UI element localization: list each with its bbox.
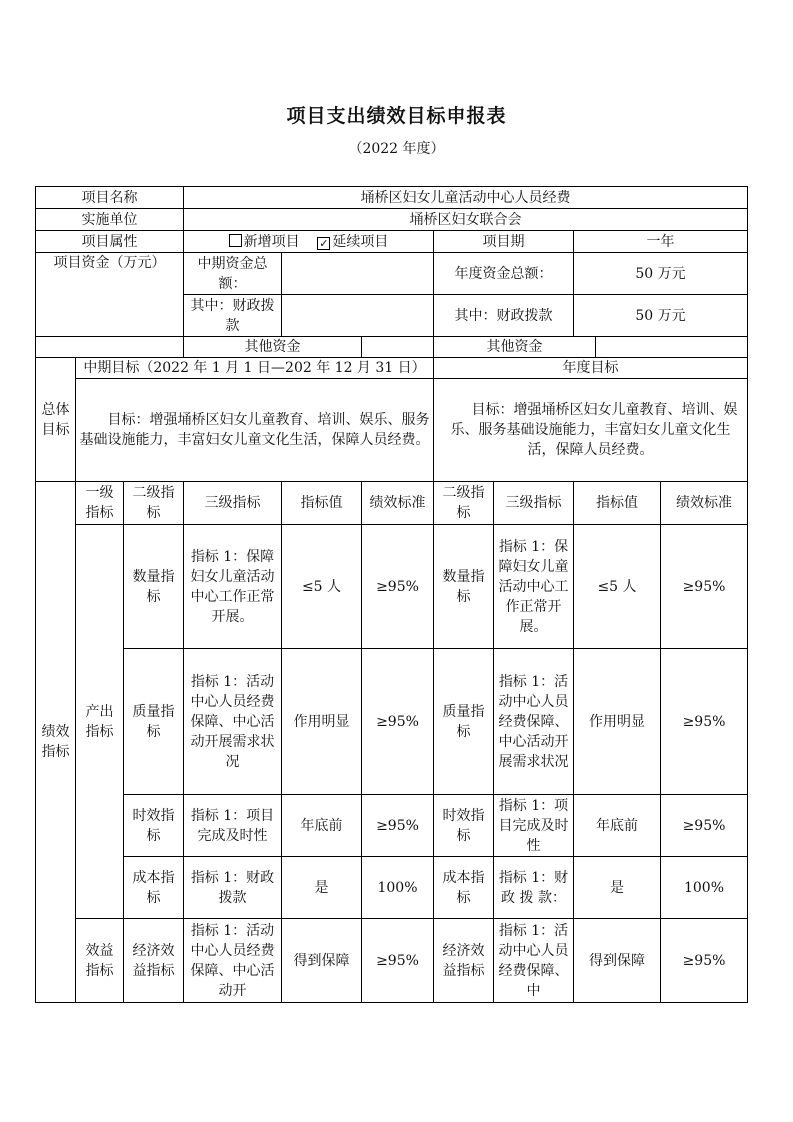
level3-cell: 指标 1：活动中心人员经费保障、中心活动开 xyxy=(184,919,282,1003)
standard-cell: 100% xyxy=(362,857,434,919)
overall-goal-label: 总体目标 xyxy=(36,358,76,482)
header-year-level3: 三级指标 xyxy=(494,482,574,525)
table-row xyxy=(36,857,748,919)
header-year-standard: 绩效标准 xyxy=(661,482,748,525)
year-value-cell: 得到保障 xyxy=(574,919,661,1003)
mid-other-value xyxy=(362,337,434,358)
level2-cell: 经济效益指标 xyxy=(124,919,184,1003)
continued-project-checkbox[interactable]: ✓ xyxy=(319,236,329,250)
new-project-label: 新增项目 xyxy=(243,233,300,250)
year-standard-cell: 100% xyxy=(661,857,748,919)
year-value-cell: 作用明显 xyxy=(574,649,661,795)
table-row xyxy=(36,919,748,1003)
output-indicator-label: 产出指标 xyxy=(76,525,124,919)
year-goal-header: 年度目标 xyxy=(434,358,748,379)
new-project-checkbox[interactable] xyxy=(229,234,242,247)
table-row xyxy=(36,525,748,649)
header-year-level2: 二级指标 xyxy=(434,482,494,525)
benefit-indicator-label: 效益指标 xyxy=(76,919,124,1003)
year-level2-cell: 时效指标 xyxy=(434,795,494,857)
unit-label: 实施单位 xyxy=(36,209,184,231)
mid-goal-text: 目标：增强埇桥区妇女儿童教育、培训、娱乐、服务基础设施能力，丰富妇女儿童文化生活，保障人员经费。 xyxy=(76,379,434,482)
year-level3-cell: 指标 1：保障妇女儿童活动中心工作正常开展。 xyxy=(494,525,574,649)
attr-options xyxy=(184,231,434,253)
level2-cell: 数量指标 xyxy=(124,525,184,649)
year-level3-cell: 指标 1：活动中心人员经费保障、中 xyxy=(494,919,574,1003)
year-total-label: 年度资金总额： xyxy=(434,253,574,295)
mid-fin-label: 其中：财政拨款 xyxy=(184,295,282,337)
year-other-value xyxy=(596,337,748,358)
level2-cell: 时效指标 xyxy=(124,795,184,857)
year-level2-cell: 成本指标 xyxy=(434,857,494,919)
value-cell: ≤5 人 xyxy=(282,525,362,649)
year-value-cell: 是 xyxy=(574,857,661,919)
mid-fin-value xyxy=(282,295,434,337)
standard-cell: ≥95% xyxy=(362,525,434,649)
year-fin-value: 50 万元 xyxy=(574,295,748,337)
year-value-cell: 年底前 xyxy=(574,795,661,857)
performance-indicator-label: 绩效指标 xyxy=(36,482,76,1003)
project-name-value: 埇桥区妇女儿童活动中心人员经费 xyxy=(184,187,748,209)
period-value: 一年 xyxy=(574,231,748,253)
year-level2-cell: 经济效益指标 xyxy=(434,919,494,1003)
value-cell: 得到保障 xyxy=(282,919,362,1003)
table-row xyxy=(36,649,748,795)
header-value: 指标值 xyxy=(282,482,362,525)
mid-goal-header: 中期目标（2022 年 1 月 1 日—202 年 12 月 31 日） xyxy=(76,358,434,379)
year-level3-cell: 指标 1：活动中心人员经费保障、中心活动开展需求状况 xyxy=(494,649,574,795)
attr-label: 项目属性 xyxy=(36,231,184,253)
level3-cell: 指标 1：项目完成及时性 xyxy=(184,795,282,857)
year-standard-cell: ≥95% xyxy=(661,525,748,649)
mid-total-label: 中期资金总额： xyxy=(184,253,282,295)
performance-form-table xyxy=(35,186,748,1003)
year-goal-text: 目标：增强埇桥区妇女儿童教育、培训、娱乐、服务基础设施能力，丰富妇女儿童文化生活，保障人员经费。 xyxy=(434,379,748,482)
year-level2-cell: 数量指标 xyxy=(434,525,494,649)
level2-cell: 质量指标 xyxy=(124,649,184,795)
mid-other-label: 其他资金 xyxy=(184,337,362,358)
page-title: 项目支出绩效目标申报表 xyxy=(286,105,507,127)
value-cell: 年底前 xyxy=(282,795,362,857)
page-subtitle: （2022 年度） xyxy=(348,141,445,157)
continued-project-label: 延续项目 xyxy=(332,233,389,250)
value-cell: 是 xyxy=(282,857,362,919)
level3-cell: 指标 1：财政拨款 xyxy=(184,857,282,919)
period-label: 项目期 xyxy=(434,231,574,253)
level2-cell: 成本指标 xyxy=(124,857,184,919)
standard-cell: ≥95% xyxy=(362,795,434,857)
year-level3-cell: 指标 1：财 政 拨 款： xyxy=(494,857,574,919)
year-level3-cell: 指标 1：项目完成及时性 xyxy=(494,795,574,857)
year-standard-cell: ≥95% xyxy=(661,919,748,1003)
year-fin-label: 其中：财政拨款 xyxy=(434,295,574,337)
value-cell: 作用明显 xyxy=(282,649,362,795)
level3-cell: 指标 1：保障妇女儿童活动中心工作正常开展。 xyxy=(184,525,282,649)
project-name-label: 项目名称 xyxy=(36,187,184,209)
header-level2: 二级指标 xyxy=(124,482,184,525)
table-row xyxy=(36,795,748,857)
year-value-cell: ≤5 人 xyxy=(574,525,661,649)
fund-blank xyxy=(36,337,184,358)
standard-cell: ≥95% xyxy=(362,649,434,795)
year-level2-cell: 质量指标 xyxy=(434,649,494,795)
year-standard-cell: ≥95% xyxy=(661,795,748,857)
unit-value: 埇桥区妇女联合会 xyxy=(184,209,748,231)
header-standard: 绩效标准 xyxy=(362,482,434,525)
header-year-value: 指标值 xyxy=(574,482,661,525)
level3-cell: 指标 1：活动中心人员经费保障、中心活动开展需求状况 xyxy=(184,649,282,795)
year-total-value: 50 万元 xyxy=(574,253,748,295)
mid-total-value xyxy=(282,253,434,295)
fund-label: 项目资金（万元） xyxy=(36,253,184,337)
year-other-label: 其他资金 xyxy=(434,337,596,358)
standard-cell: ≥95% xyxy=(362,919,434,1003)
year-standard-cell: ≥95% xyxy=(661,649,748,795)
header-level1: 一级指标 xyxy=(76,482,124,525)
header-level3: 三级指标 xyxy=(184,482,282,525)
